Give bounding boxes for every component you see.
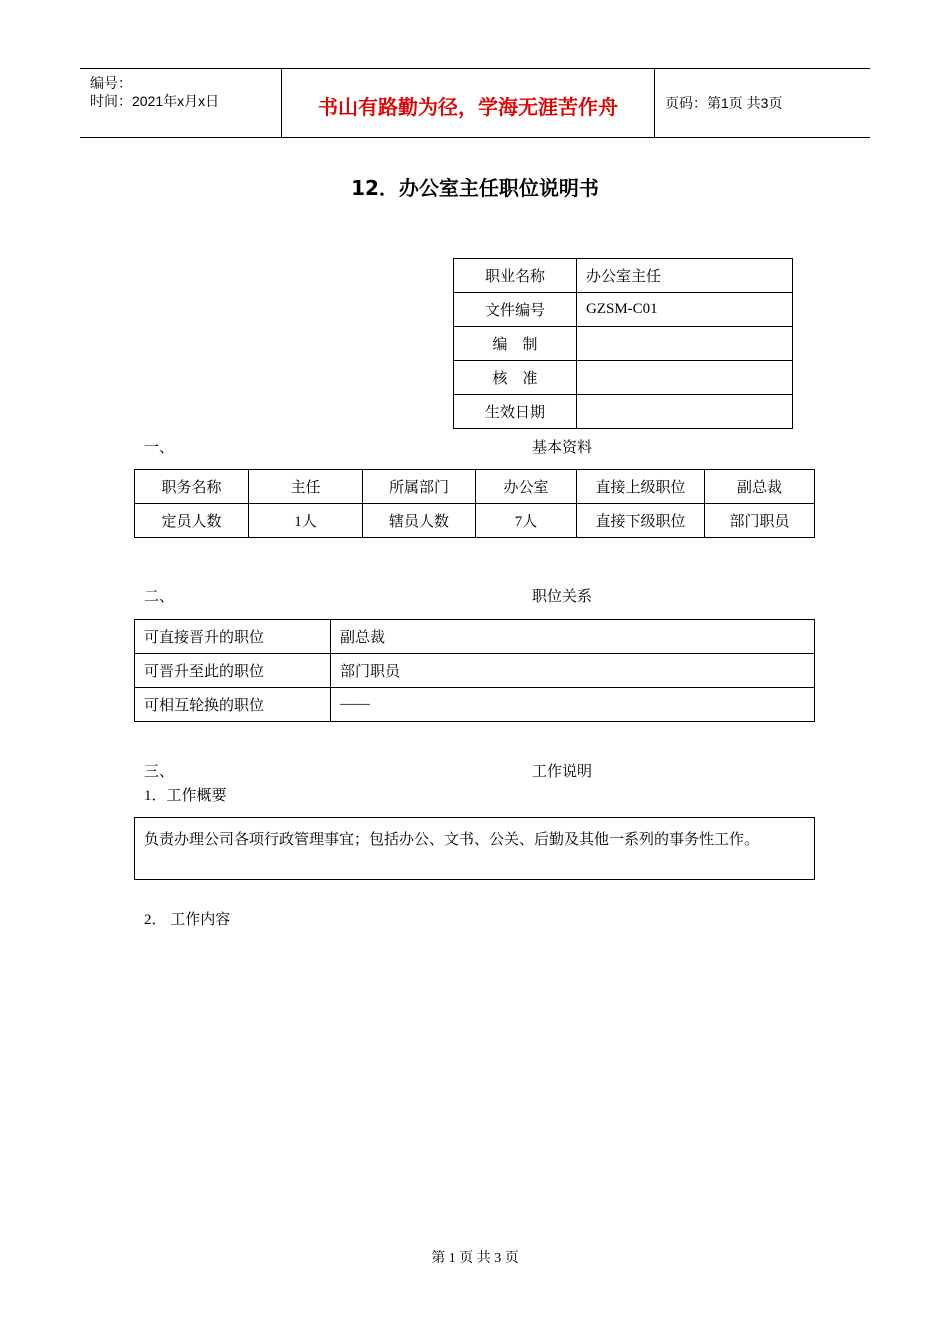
section-number: 三、: [144, 764, 175, 780]
meta-value: [577, 395, 793, 429]
meta-key: 编 制: [454, 327, 577, 361]
table-row: [454, 259, 793, 293]
table-cell: 职务名称: [135, 470, 249, 504]
section-title: 工作说明: [532, 764, 593, 780]
summary-text: 负责办理公司各项行政管理事宜；包括办公、文书、公关、后勤及其他一系列的事务性工作。: [144, 832, 760, 848]
relation-key: 可相互轮换的职位: [135, 688, 331, 722]
time-label: 时间：2021年x月x日: [90, 93, 220, 109]
table-cell: 7人: [476, 504, 577, 538]
section-number: 一、: [144, 440, 175, 456]
relation-value: 部门职员: [331, 654, 815, 688]
page-header: [80, 68, 870, 138]
meta-key: 核 准: [454, 361, 577, 395]
document-title: 12．办公室主任职位说明书: [351, 176, 599, 200]
table-cell: 辖员人数: [363, 504, 476, 538]
table-cell: 副总裁: [705, 470, 815, 504]
header-motto-cell: [282, 69, 655, 137]
table-cell: 1人: [249, 504, 363, 538]
page-footer: 第 1 页 共 3 页: [431, 1251, 519, 1266]
table-row: [135, 620, 815, 654]
content-heading: 2． 工作内容: [144, 912, 231, 928]
table-cell: 办公室: [476, 470, 577, 504]
table-cell: 直接下级职位: [577, 504, 705, 538]
table-row: [135, 470, 815, 504]
header-page-cell: [655, 69, 870, 137]
meta-key: 生效日期: [454, 395, 577, 429]
meta-value: [577, 327, 793, 361]
meta-value: GZSM-C01: [577, 293, 793, 327]
table-row: [454, 293, 793, 327]
meta-table: [453, 258, 793, 429]
relation-key: 可晋升至此的职位: [135, 654, 331, 688]
table-cell: 直接上级职位: [577, 470, 705, 504]
relation-value: 副总裁: [331, 620, 815, 654]
serial-label: 编号：: [90, 75, 132, 91]
summary-heading: 1．工作概要: [144, 788, 227, 804]
table-row: [135, 504, 815, 538]
table-row: [454, 327, 793, 361]
table-cell: 定员人数: [135, 504, 249, 538]
header-meta-cell: [80, 69, 282, 137]
meta-key: 文件编号: [454, 293, 577, 327]
position-relations-table: [134, 619, 815, 722]
relation-key: 可直接晋升的职位: [135, 620, 331, 654]
table-cell: 主任: [249, 470, 363, 504]
section-number: 二、: [144, 589, 175, 605]
table-row: [135, 688, 815, 722]
motto: 书山有路勤为径，学海无涯苦作舟: [318, 94, 618, 119]
relation-value: ——: [331, 688, 815, 722]
section-title: 基本资料: [532, 440, 593, 456]
section-title: 职位关系: [532, 589, 593, 605]
table-row: [454, 361, 793, 395]
table-cell: 所属部门: [363, 470, 476, 504]
basic-info-table: [134, 469, 815, 538]
table-row: [135, 654, 815, 688]
table-row: [454, 395, 793, 429]
table-cell: 部门职员: [705, 504, 815, 538]
page-info: 页码：第1页 共3页: [665, 95, 783, 111]
summary-box: [134, 817, 815, 880]
meta-value: 办公室主任: [577, 259, 793, 293]
meta-key: 职业名称: [454, 259, 577, 293]
meta-value: [577, 361, 793, 395]
